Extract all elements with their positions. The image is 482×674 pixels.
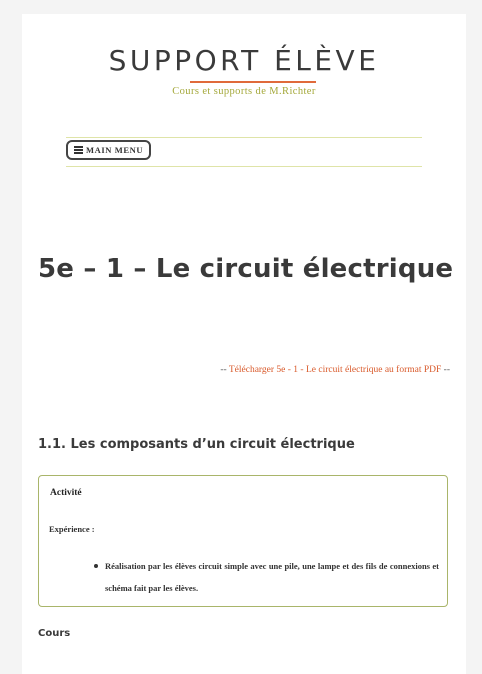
activity-list xyxy=(105,555,439,599)
list-item xyxy=(105,555,439,599)
main-menu-label: MAIN MENU xyxy=(86,145,144,155)
activity-title: Activité xyxy=(50,488,82,498)
pdf-suffix: -- xyxy=(441,365,450,375)
list-item-text: Réalisation par les élèves circuit simple avec une pile, une lampe et des fils de connexions et schéma fait par les élèves. xyxy=(105,561,439,593)
pdf-prefix: -- xyxy=(220,365,229,375)
page-container xyxy=(22,14,466,674)
pdf-download-line xyxy=(220,365,450,375)
main-menu-button[interactable] xyxy=(66,140,151,160)
bullet-icon xyxy=(94,564,98,568)
page-title: 5e – 1 – Le circuit électrique xyxy=(38,254,454,284)
title-underline xyxy=(190,81,316,83)
hamburger-icon xyxy=(74,146,83,154)
section-heading: 1.1. Les composants d’un circuit électrique xyxy=(38,437,355,452)
site-tagline: Cours et supports de M.Richter xyxy=(172,86,316,97)
activity-box xyxy=(38,475,448,607)
main-navigation xyxy=(66,137,422,167)
experience-label: Expérience : xyxy=(49,524,95,534)
cours-heading: Cours xyxy=(38,628,71,639)
site-title[interactable]: SUPPORT ÉLÈVE xyxy=(108,44,380,77)
pdf-download-link[interactable]: Télécharger 5e - 1 - Le circuit électrique au format PDF xyxy=(228,365,442,375)
